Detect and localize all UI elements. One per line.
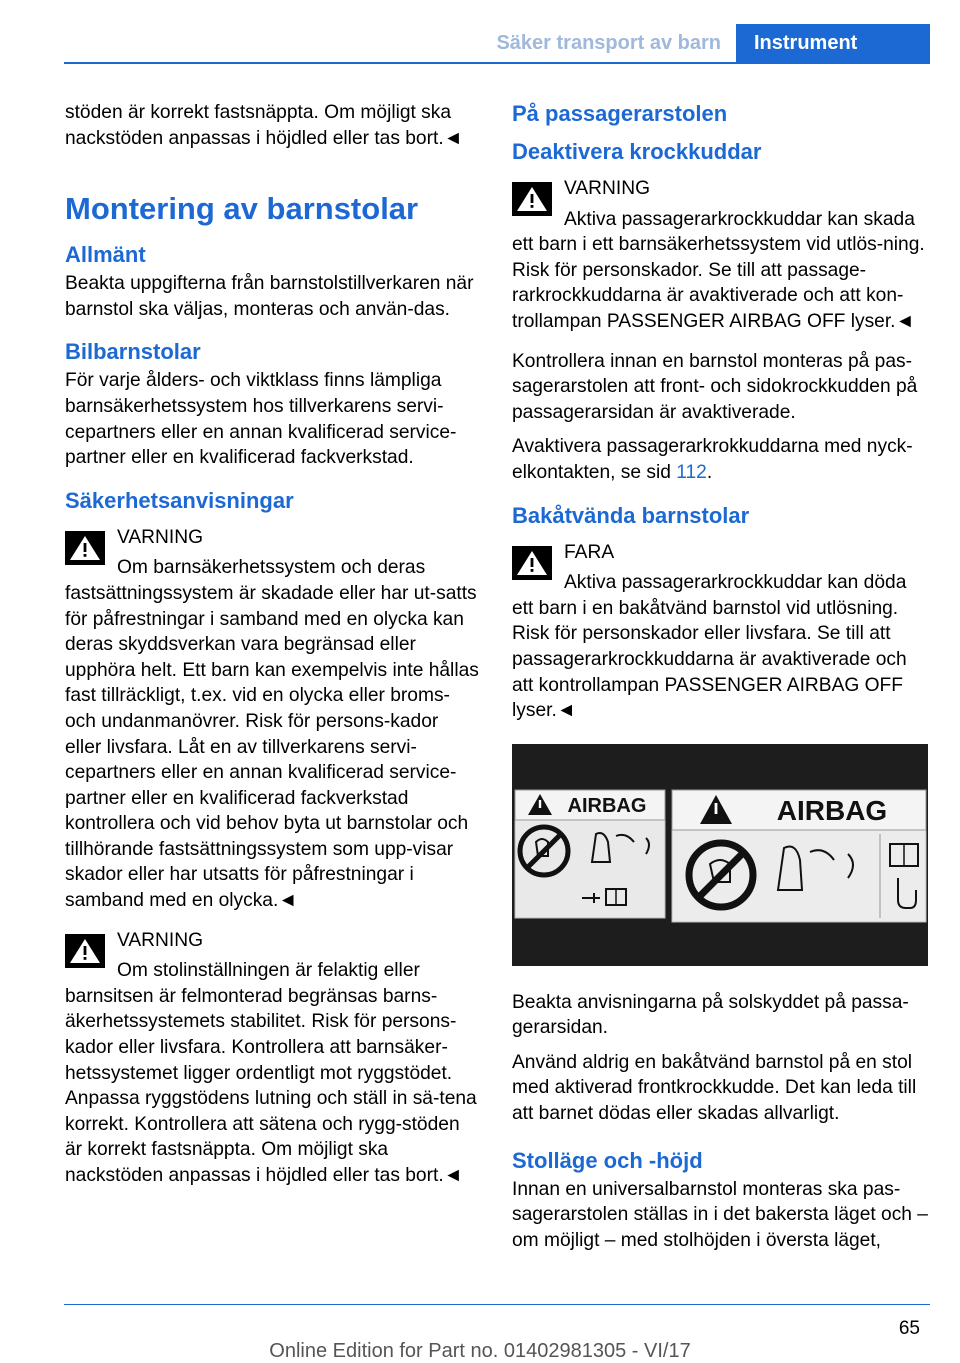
paragraph-kontrollera: Kontrollera innan en barnstol monteras på pas‐sagerarstolen att front- och sidokrockkudden på passagerarsidan är avaktiverade. (512, 350, 918, 423)
heading-sakerhetsanvisningar: Säkerhetsanvisningar (65, 487, 294, 513)
warning-2-text: Om stolinställningen är felaktig eller barnsitsen är felmonterad begränsas barns‐äkerhetssystemets stabilitet. Risk för persons‐kador eller livsfara. Kontrollera att barnsäker‐hetssystemet ligger ordentligt mot ryggstödet. Anpassa ryggstödens lutning och ställ in sä‐tena korrekt. Kontrollera att sätena och rygg‐stöden är korrekt fastsnäppta. Om möjligt ska nackstöden anpassas i höjdled eller tas bort.◄ (65, 960, 477, 1186)
airbag-label-illustration (512, 744, 928, 966)
warning-triangle-icon (65, 934, 105, 968)
warning-2-label: VARNING (117, 929, 203, 951)
paragraph-bilbarnstolar: För varje ålders- och viktklass finns lämpliga barnsäkerhetssystem hos tillverkarens servi‐cepartners eller en annan kvalificerad service‐partner eller en kvalificerad fackverkstad. (65, 370, 457, 469)
airbag-warning-label-image (512, 744, 928, 966)
page-reference-link[interactable]: 112 (676, 461, 707, 483)
danger-label: FARA (564, 541, 615, 563)
heading-pa-passagerarstolen: På passagerarstolen (512, 101, 728, 126)
header-rule (64, 62, 930, 64)
heading-allmant: Allmänt (65, 242, 146, 268)
warning-block-2 (65, 928, 479, 1189)
danger-text: Aktiva passagerarkrockkuddar kan döda ett barn i en bakåtvänd barnstol vid utlösning. Risk för personskador eller livsfara. Se till att passagerarkrockkuddarna är avaktiverade och att kontrollampan PASSENGER AIRBAG OFF lyser.◄ (512, 572, 907, 722)
figure-airbag-large-text: AIRBAG (776, 794, 888, 826)
right-column (512, 100, 928, 1262)
page-number: 65 (898, 1318, 920, 1339)
footer-rule (64, 1304, 930, 1305)
paragraph-beakta: Beakta anvisningarna på solskyddet på passa‐gerarsidan. (512, 991, 909, 1039)
header-section-title: Säker transport av barn (496, 32, 721, 54)
paragraph-avaktivera (512, 434, 928, 485)
warning-1-text: Om barnsäkerhetssystem och deras fastsättningssystem är skadade eller har ut‐satts för påfrestningar i samband med en olycka kan deras skyddsverkan vara begränsad eller upphöra helt. Ett barn kan exempelvis inte hållas fast tillräckligt, t.ex. vid en olycka eller broms- och undanmanövrer. Risk för persons‐kador eller livsfara. Låt en av tillverkarens servi‐cepartners eller en annan kvalificerad service‐partner eller en kvalificerad fackverkstad kontrollera och vid behov byta ut barnstolar och tillhörande fastsättningssystem som upp‐visar skador eller har utsatts för påfrestningar i samband med en olycka.◄ (65, 557, 479, 912)
warning-block-3 (512, 176, 928, 335)
danger-block (512, 540, 928, 724)
edition-footer: Online Edition for Part no. 01402981305 - VI/17 (269, 1340, 691, 1362)
paragraph-allmant: Beakta uppgifterna från barnstolstillverkaren när barnstol ska väljas, monteras och använ‐das. (65, 273, 474, 320)
paragraph-innan: Innan en universalbarnstol monteras ska pas‐sagerarstolen ställas in i det bakersta läget och – om möjligt – med stolhöjden i översta läget, (512, 1178, 928, 1251)
paragraph-anvand: Använd aldrig en bakåtvänd barnstol på en stol med aktiverad frontkrockkudde. Det kan leda till att barnet dödas eller skadas allvarligt. (512, 1051, 917, 1125)
heading-bakatvanda-barnstolar: Bakåtvända barnstolar (512, 502, 750, 528)
paragraph-avaktivera-text: Avaktivera passagerarkrokkuddarna med nyck‐elkontakten, se sid (512, 436, 913, 483)
paragraph-avaktivera-end: . (706, 461, 713, 483)
heading-deaktivera-krockkuddar: Deaktivera krockkuddar (512, 139, 762, 164)
heading-bilbarnstolar: Bilbarnstolar (65, 339, 201, 365)
warning-3-text: Aktiva passagerarkrockkuddar kan skada ett barn i ett barnsäkerhetssystem vid utlös‐ning. Risk för personskador. Se till att passage‐rarkrockkuddarna är avaktiverade och att kon‐trollampan PASSENGER AIRBAG OFF lyser.◄ (512, 208, 925, 332)
warning-block-1 (65, 525, 479, 914)
warning-1-label: VARNING (117, 526, 203, 548)
intro-paragraph: stöden är korrekt fastsnäppta. Om möjligt ska nackstöden anpassas i höjdled eller tas bort.◄ (65, 102, 463, 149)
warning-triangle-icon (512, 546, 552, 580)
warning-triangle-icon (65, 531, 105, 565)
left-column (65, 100, 479, 1203)
header-chapter-tab[interactable]: Instrument (736, 24, 930, 64)
figure-airbag-small-text: AIRBAG (567, 794, 647, 817)
chapter-heading: Montering av barnstolar (65, 191, 419, 227)
heading-stollage-och-hojd: Stolläge och -höjd (512, 1147, 703, 1173)
warning-3-label: VARNING (564, 178, 650, 199)
warning-triangle-icon (512, 182, 552, 216)
